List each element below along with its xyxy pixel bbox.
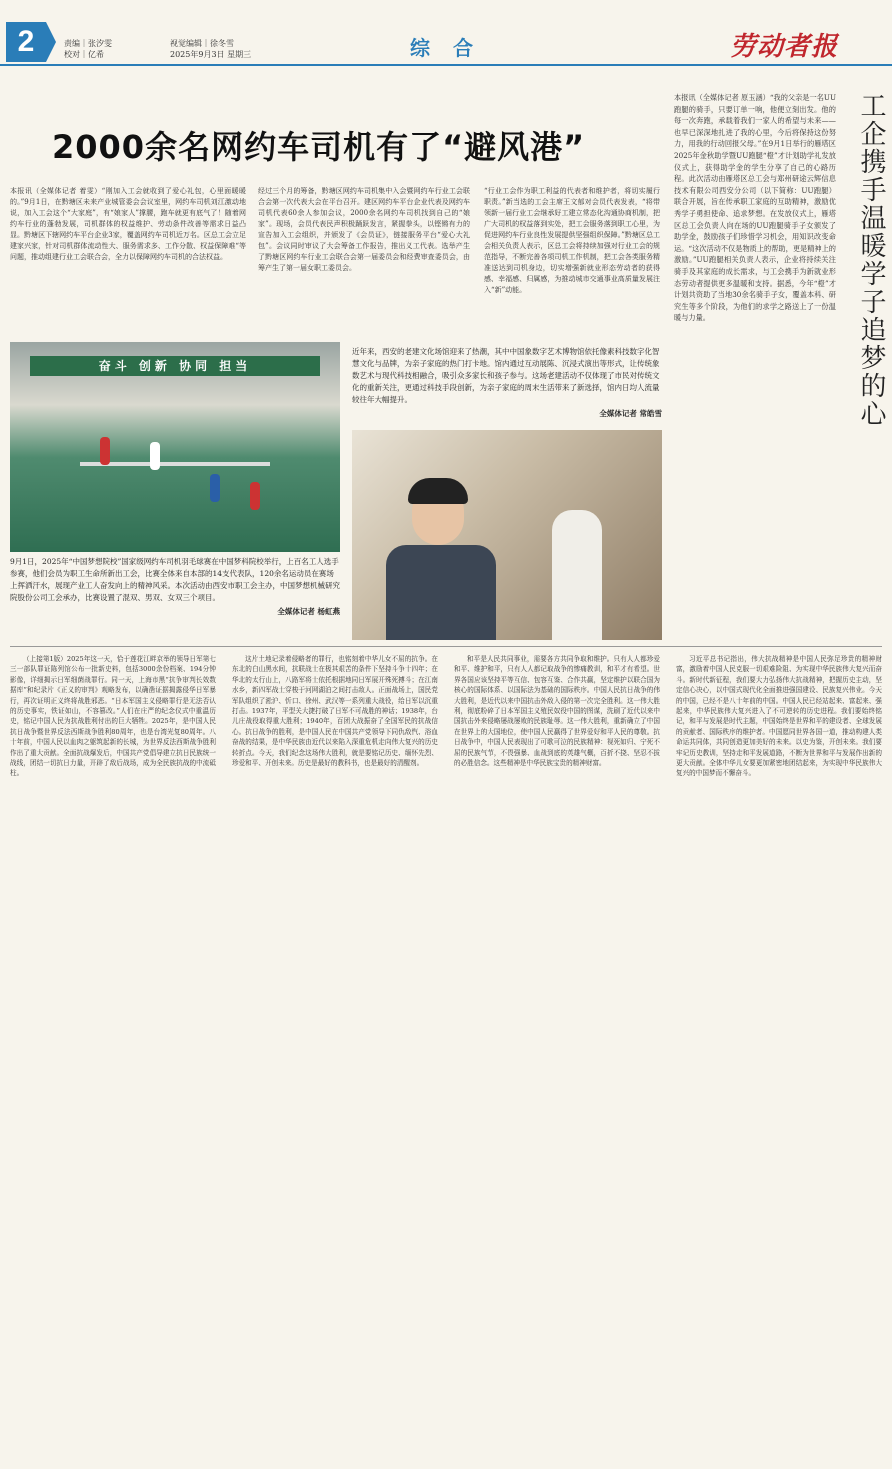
lead-column-3: “行业工会作为职工利益的代表者和维护者，将切实履行职责。”新当选的工会主席王文郁对会员代表发表，“将带领新一届行业工会继承好工建立常态化沟通协商机制，把广大司机的权益落到实处，把工会服务落到职工心里，为促进网约车行业良性发展提供坚强组织保障。”黔塘区总工会相关负责人表示，区总工会将持续加强对行业工会的规范指导，不断完善各项司机工作机制，把工会各类服务精准送达到司机身边，切实增强新就业形态劳动者的获得感、幸福感、归属感，为推动城市交通事业高质量发展注入“新”动能。 (484, 187, 660, 294)
bottom-column-1 (10, 654, 216, 1460)
lead-column-1: 本报讯（全媒体记者 着雯）“刚加入工会就收到了爱心礼包，心里面暖暖的。”9月1日，在黔塘区未来产业城管委会会议室里，网约车司机刘江激动地说，加入工会这个“大家庭”，有“娘家人”撑腰，跑车就更有底气了！随着网约车行业的蓬勃发展，司机群体的权益维护、劳动条件改善等需求日益凸显。黔塘区下辖网约车平台企业3家，覆盖网约车司机近万名。区总工会立足建家兴家，针对司机群体流动性大、服务需求多、工作分散、权益保障难“等问题，推动组建行业工会联合会，全力以保障网约车司机的合法权益。 (10, 187, 246, 261)
side-story-body: 本报讯（全媒体记者 原玉涵）“我的父亲是一名UU跑腿的骑手，只要订单一响，他便立刻出发。他的每一次奔跑，承载着我们一家人的希望与未来——也早已深深地扎进了我的心里，今后将保持这份努力，用我的行动回报父母。”在9月1日举行的雁塔区2025年金秋助学暨UU跑腿“橙”才计划助学礼发放仪式上，获得助学金的学生分享了自己的心路历程。此次活动由雁塔区总工会与郑州研途云辉信息技术有限公司西安分公司（以下简称：UU跑腿）联合开展，旨在传承职工家庭的互助精神，激励优秀学子勇担使命、追求梦想。在发放仪式上，雁塔区总工会负责人向在场的UU跑腿骑手子女颁发了助学金，鼓励孩子们珍惜学习机会，用知识改变命运。“这次活动不仅是物质上的帮助，更是精神上的激励。”UU跑腿相关负责人表示，企业将持续关注骑手及其家庭的成长需求，与工会携手为新就业形态劳动者提供更多温暖和支持。据悉，今年“橙”才计划共资助了当地30余名骑手子女，覆盖本科、研究生等多个阶段，为他们的求学之路送上了一份温暖与力量。 (674, 93, 836, 323)
bottom-column-2-text: 这片土地记录着侵略者的罪行，也铭刻着中华儿女不屈的抗争。在东北的白山黑水间，抗联战士在极其艰苦的条件下坚持斗争十四年；在华北的太行山上，八路军将士依托根据地同日军展开殊死搏斗；在江南水乡，新四军战士穿梭于河网湖泊之间打击敌人。正面战场上，国民党军队组织了淞沪、忻口、徐州、武汉等一系列重大战役，给日军以沉重打击。1937年，平型关大捷打破了日军不可战胜的神话；1938年，台儿庄战役取得重大胜利；1940年，百团大战振奋了全国军民的抗战信心。抗日战争的胜利，是中国人民在中国共产党领导下同仇敌忾、浴血奋战的结果，是中华民族由近代以来陷入深重危机走向伟大复兴的历史转折点。今天，我们纪念这场伟大胜利，就是要铭记历史、缅怀先烈、珍爱和平、开创未来。历史是最好的教科书，也是最好的清醒剂。 (232, 655, 438, 768)
bottom-column-3 (454, 654, 660, 1460)
gym-banner: 奋斗 创新 协同 担当 (30, 356, 320, 376)
section-divider (10, 646, 882, 647)
badminton-caption-text: 9月1日，2025年“中国梦想院校”国家级网约车司机羽毛球赛在中国梦科院校举行，上百名工人选手参赛，他们会员为职工生命所新出工会，比赛全体来自本部的14支代表队，120余名运动员在赛场上挥洒汗水，展现产业工人奋发向上的精神风采。本次活动由西安市职工会主办，中国梦想机械研究院股份公司工会承办，比赛设置了混双、男双、女双三个项目。 (10, 557, 340, 602)
page-number (6, 22, 46, 62)
museum-photo-credit: 全媒体记者 常皓雪 (599, 409, 662, 418)
bottom-column-3-text: 和平是人民共同事业，需要各方共同争取和维护。只有人人都珍爱和平、维护和平，只有人人都记取战争的惨痛教训，和平才有希望。世界各国应该坚持平等互信、包容互鉴、合作共赢，坚定维护以联合国为核心的国际体系、以国际法为基础的国际秩序。中国人民抗日战争的伟大胜利，是近代以来中国抗击外敌入侵的第一次完全胜利。这一伟大胜利，彻底粉碎了日本军国主义殖民奴役中国的图谋，洗刷了近代以来中国抗击外来侵略屡战屡败的民族耻辱。这一伟大胜利，重新确立了中国在世界上的大国地位，使中国人民赢得了世界爱好和平人民的尊敬。抗日战争中，中国人民表现出了可歌可泣的民族精神：视死如归、宁死不屈的民族气节，不畏强暴、血战到底的英雄气概，百折不挠、坚忍不拔的必胜信念。这些精神是中华民族宝贵的精神财富。 (454, 655, 660, 768)
date-block (170, 38, 251, 60)
player-figure (150, 442, 160, 470)
editor-label: 责编｜张汐雯 (64, 39, 112, 48)
visual-editor-label: 视觉编辑｜徐冬雪 (170, 39, 234, 48)
badminton-photo (10, 342, 340, 552)
newspaper-logo: 劳动者报 (730, 32, 839, 62)
player-figure (250, 482, 260, 510)
boy-figure-shirt (386, 545, 496, 640)
proof-label: 校对｜亿希 (64, 50, 104, 59)
header-rule (0, 64, 892, 66)
player-figure (100, 437, 110, 465)
museum-caption-text: 近年来，西安的老建文化场馆迎来了热潮，其中中国象数字艺术博物馆依托像素科技数字化智慧文化与品牌，为亲子家庭的热门打卡地。馆内通过互动展陈、沉浸式演出等形式，让传统象数艺术与现代科技相融合，吸引众多家长和孩子参与。这场老建活动不仅体现了市民对传统文化的重新关注，更通过科技手段创新，为亲子家庭的周末生活带来了新选择，馆内日均人流量较往年大幅提升。 (352, 347, 660, 404)
masthead (0, 0, 892, 66)
girl-figure (552, 510, 602, 640)
side-story-title: 工企携手温暖学子追梦的心 (856, 92, 886, 428)
page-number-arrow (46, 22, 56, 62)
museum-caption (352, 346, 662, 426)
issue-date: 2025年9月3日 星期三 (170, 50, 252, 59)
lead-headline: 2000余名网约车司机有了“避风港” (52, 128, 586, 166)
bottom-column-2 (232, 654, 438, 1460)
lead-column-2: 经过三个月的筹备，黔塘区网约车司机集中入会暨网约车行业工会联合会第一次代表大会在平台召开。建区网约车平台企业代表及网约车司机代表60余人参加会议，2000余名网约车司机找到自己的“娘家”。现场，会员代表民声积极踊跃发言，紧握拳头，以铿锵有力的宣告加入工会组织，并颁发了《会员证》，链接服务平台“爱心大礼包”。会议同时审议了大会筹备工作报告，推出义工代表。选举产生了黔塘区网约车行业工会联合会第一届委员会和经费审查委员会，由筹产生了第一届女职工委员会。 (258, 187, 470, 272)
bottom-column-4 (676, 654, 882, 1460)
staff-credits (64, 38, 112, 60)
boy-figure-hair (408, 478, 468, 504)
bottom-column-1-text: （上接第1版）2025年这一天，恰于莲花江畔京举的领导日军第七三一部队罪证陈列馆公布一批新史料，包括3000余份档案、194分钟影像，详细揭示日军细菌战罪行。同一天，上海市黑“抗争审判长效数据库”和纪录片《正义的审判》观略发布，以确凿证据揭露侵华日军暴行，再次证明正义终将战胜邪恶。“日本军国主义侵略罪行是无法否认的历史事实，铁证如山，不容篡改。”人们在庄严的纪念仪式中重温历史，铭记中国人民为抗战胜利付出的巨大牺牲。2025年，是中国人民抗日战争暨世界反法西斯战争胜利80周年，也是台湾光复80周年。八十年前，中国人民以血肉之躯筑起新的长城，为世界反法西斯战争胜利作出了重大贡献。全面抗战爆发后，中国共产党倡导建立抗日民族统一战线，团结一切抗日力量，开辟了敌后战场，成为全民族抗战的中流砥柱。 (10, 655, 216, 778)
badminton-photo-credit: 全媒体记者 杨虹燕 (277, 607, 340, 616)
section-title: 综 合 (410, 36, 481, 60)
museum-photo (352, 430, 662, 640)
page-number-text: 2 (17, 25, 35, 58)
bottom-column-4-text: 习近平总书记指出，伟大抗战精神是中国人民弥足珍贵的精神财富，激励着中国人民克服一切艰难险阻、为实现中华民族伟大复兴而奋斗。新时代新征程，我们要大力弘扬伟大抗战精神，把握历史主动，坚定信心决心，以中国式现代化全面推进强国建设、民族复兴伟业。今天的中国，已经不是八十年前的中国。中国人民已经站起来、富起来、强起来，中华民族伟大复兴进入了不可逆转的历史进程。我们要始终铭记，和平与发展是时代主题，中国始终是世界和平的建设者、全球发展的贡献者、国际秩序的维护者。中国愿同世界各国一道，推动构建人类命运共同体，共同创造更加美好的未来。以史为鉴，开创未来。我们要牢记历史教训，坚持走和平发展道路，不断为世界和平与发展作出新的更大贡献。全体中华儿女要更加紧密地团结起来，为实现中华民族伟大复兴的中国梦而不懈奋斗。 (676, 655, 882, 778)
badminton-caption (10, 556, 340, 642)
player-figure (210, 474, 220, 502)
